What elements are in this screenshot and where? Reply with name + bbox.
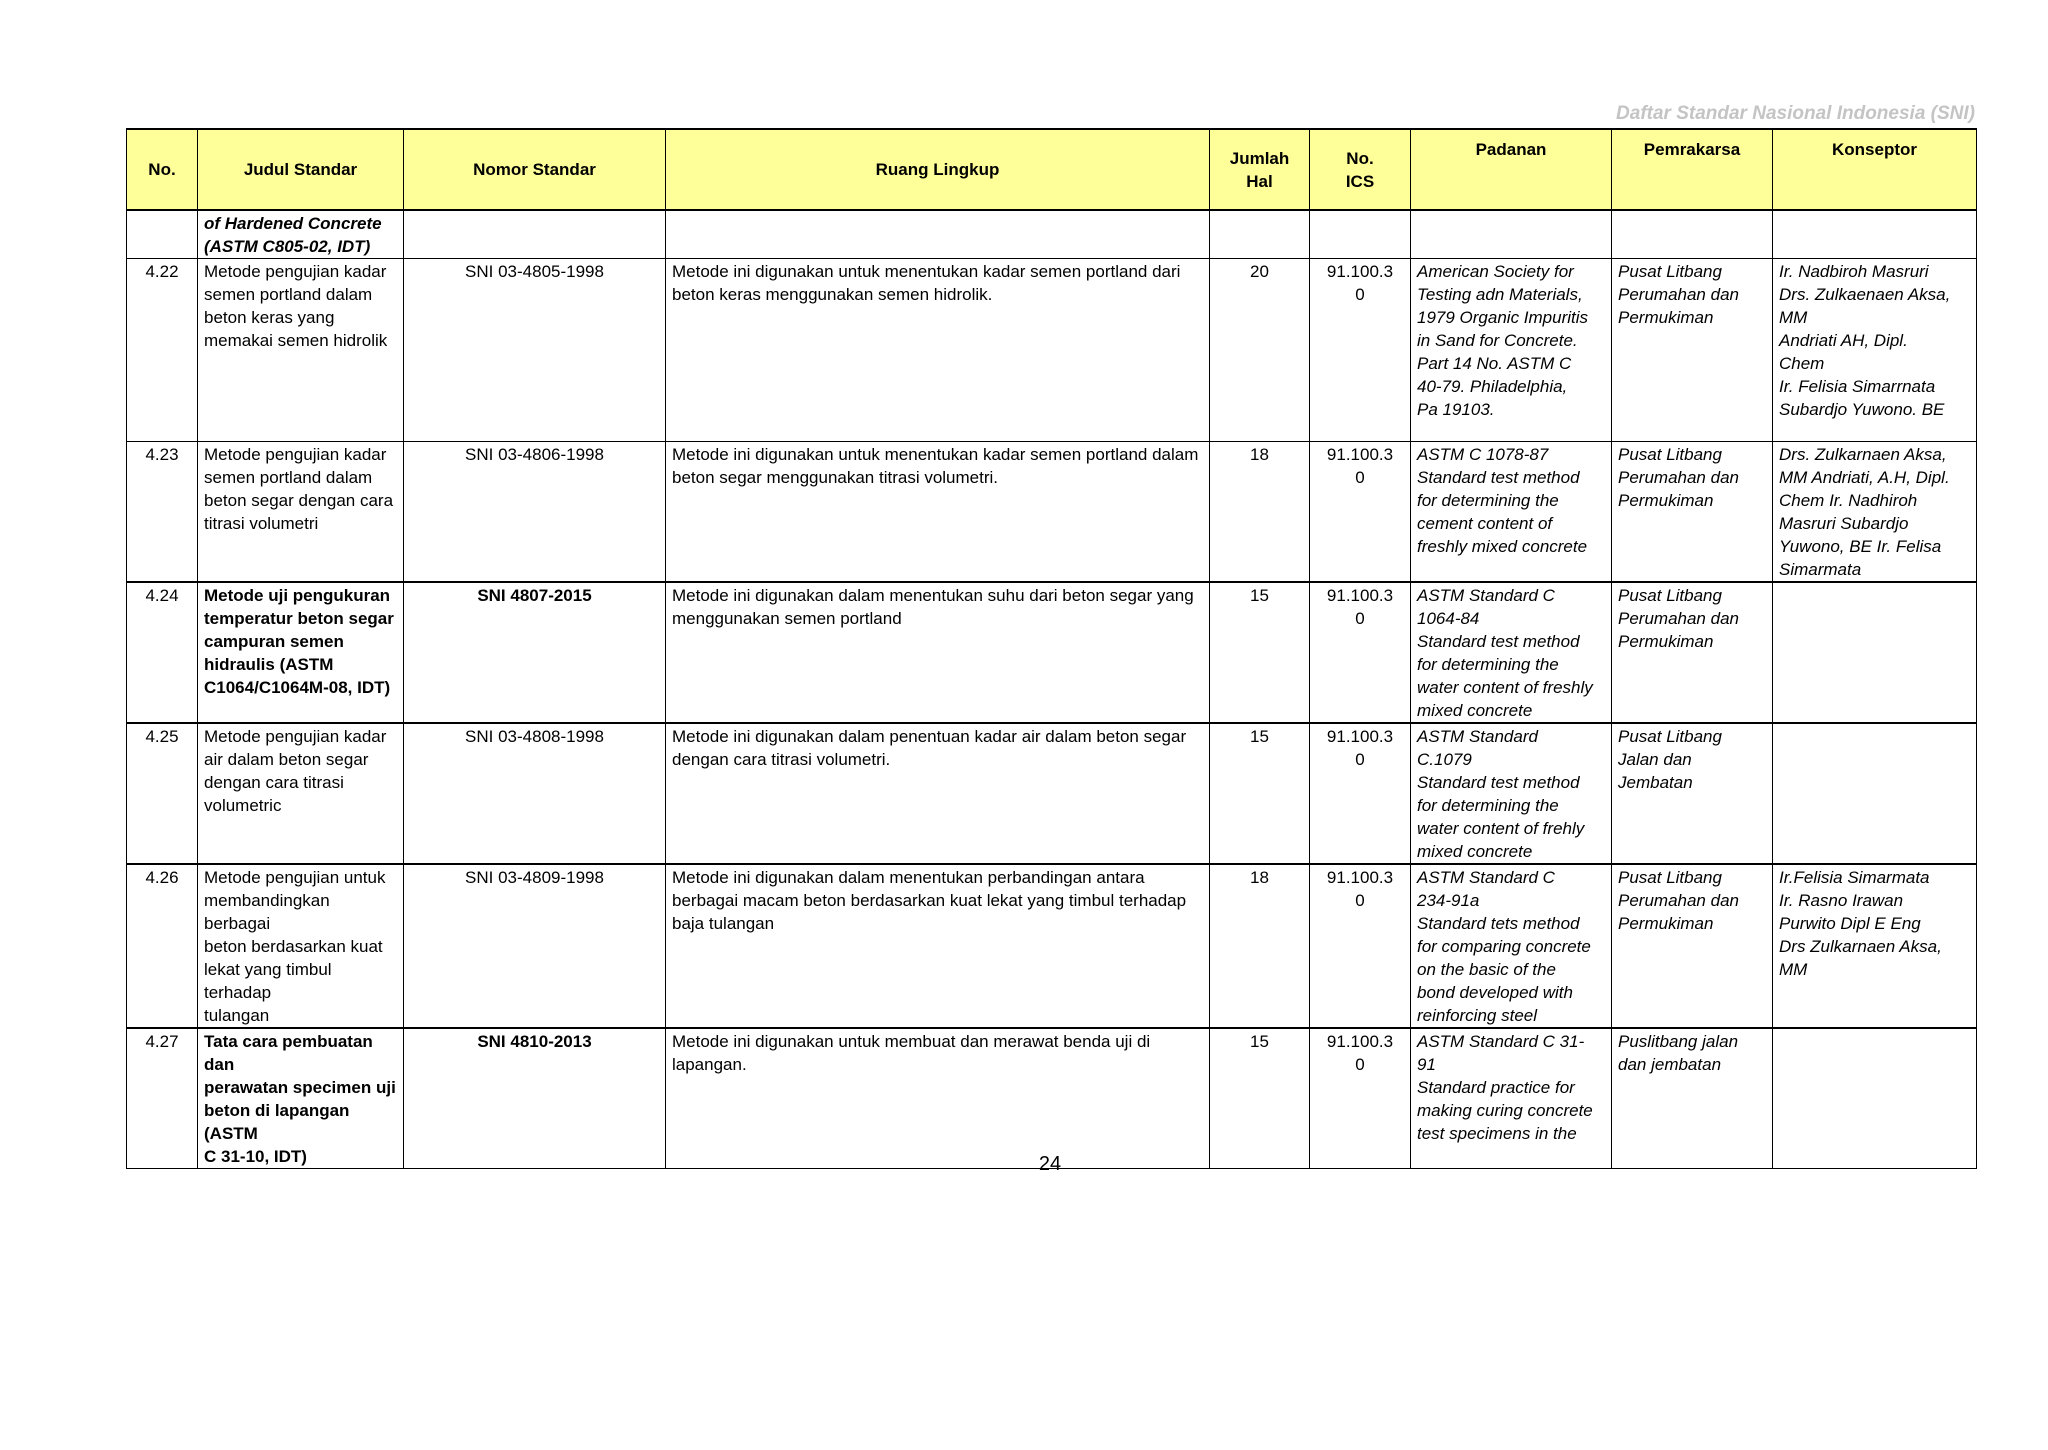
padanan-line: on the basic of the <box>1417 960 1556 979</box>
padanan-line: 91 <box>1417 1055 1436 1074</box>
judul-line: semen portland dalam <box>204 285 373 304</box>
ics-line: 0 <box>1355 1055 1365 1074</box>
judul-line: C 31-10, IDT) <box>204 1147 307 1166</box>
pemrakarsa-line: Pusat Litbang <box>1618 868 1722 887</box>
padanan-line: American Society for <box>1417 262 1574 281</box>
padanan-line: freshly mixed concrete <box>1417 537 1588 556</box>
cell-nomor: SNI 03-4805-1998 <box>404 259 666 442</box>
header-ics <box>1310 129 1411 210</box>
padanan-line: Standard test method <box>1417 468 1580 487</box>
cell-pemrakarsa <box>1612 259 1773 442</box>
cell-hal: 15 <box>1210 723 1310 864</box>
cell-hal: 15 <box>1210 582 1310 723</box>
cell-nomor: SNI 4810-2013 <box>404 1028 666 1169</box>
cell-judul <box>198 582 404 723</box>
ruang-line: lapangan. <box>672 1055 747 1074</box>
konseptor-line: MM Andriati, A.H, Dipl. <box>1779 468 1950 487</box>
cell-ics <box>1310 442 1411 583</box>
cell-judul <box>198 442 404 583</box>
cell-judul <box>198 210 404 259</box>
cell-ics <box>1310 723 1411 864</box>
padanan-line: Standard tets method <box>1417 914 1580 933</box>
cell-ruang <box>666 582 1210 723</box>
document-title: Daftar Standar Nasional Indonesia (SNI) <box>1616 103 1975 124</box>
konseptor-line: Ir. Nadbiroh Masruri <box>1779 262 1929 281</box>
cell-ics <box>1310 864 1411 1028</box>
padanan-line: mixed concrete <box>1417 842 1533 861</box>
header-ics-line2: ICS <box>1345 171 1375 191</box>
cell-no: 4.27 <box>127 1028 198 1169</box>
cell-ics <box>1310 1028 1411 1169</box>
pemrakarsa-line: Perumahan dan <box>1618 609 1739 628</box>
ics-line: 0 <box>1355 285 1365 304</box>
cell-padanan <box>1411 259 1612 442</box>
header-hal-line1: Jumlah <box>1229 148 1290 168</box>
ruang-line: Metode ini digunakan dalam penentuan kadar air dalam beton segar <box>672 727 1187 746</box>
pemrakarsa-line: Perumahan dan <box>1618 891 1739 910</box>
konseptor-line: Andriati AH, Dipl. <box>1779 331 1908 350</box>
header-pemrakarsa: Pemrakarsa <box>1612 129 1773 210</box>
table-header <box>127 129 1977 210</box>
judul-line: hidraulis (ASTM <box>204 655 334 674</box>
ruang-line: Metode ini digunakan dalam menentukan perbandingan antara <box>672 868 1145 887</box>
padanan-line: bond developed with <box>1417 983 1573 1002</box>
cell-pemrakarsa <box>1612 442 1773 583</box>
judul-line: beton keras yang <box>204 308 335 327</box>
cell-no: 4.22 <box>127 259 198 442</box>
konseptor-line: Drs Zulkarnaen Aksa, <box>1779 937 1942 956</box>
judul-line: Metode pengujian kadar <box>204 445 387 464</box>
pemrakarsa-line: Pusat Litbang <box>1618 727 1722 746</box>
padanan-line: cement content of <box>1417 514 1553 533</box>
cell-pemrakarsa <box>1612 210 1773 259</box>
cell-pemrakarsa <box>1612 1028 1773 1169</box>
table-row <box>127 210 1977 259</box>
judul-line: C1064/C1064M-08, IDT) <box>204 678 391 697</box>
table-row <box>127 259 1977 442</box>
ics-line: 0 <box>1355 468 1365 487</box>
judul-line: of Hardened Concrete <box>204 214 382 233</box>
cell-ics <box>1310 582 1411 723</box>
cell-hal <box>1210 210 1310 259</box>
cell-nomor: SNI 03-4808-1998 <box>404 723 666 864</box>
cell-pemrakarsa <box>1612 723 1773 864</box>
ruang-line: dengan cara titrasi volumetri. <box>672 750 891 769</box>
padanan-line: ASTM Standard C <box>1417 586 1555 605</box>
padanan-line: Part 14 No. ASTM C <box>1417 354 1572 373</box>
padanan-line: making curing concrete <box>1417 1101 1593 1120</box>
judul-line: Metode uji pengukuran <box>204 586 391 605</box>
judul-line: Metode pengujian untuk <box>204 868 386 887</box>
cell-padanan <box>1411 864 1612 1028</box>
cell-judul <box>198 1028 404 1169</box>
cell-ics <box>1310 259 1411 442</box>
konseptor-line: MM <box>1779 960 1808 979</box>
cell-hal: 15 <box>1210 1028 1310 1169</box>
judul-line: campuran semen <box>204 632 344 651</box>
padanan-line: ASTM Standard C <box>1417 868 1555 887</box>
ics-line: 91.100.3 <box>1326 868 1394 887</box>
judul-line: air dalam beton segar <box>204 750 369 769</box>
judul-line: temperatur beton segar <box>204 609 394 628</box>
pemrakarsa-line: Permukiman <box>1618 914 1714 933</box>
cell-padanan <box>1411 442 1612 583</box>
ics-line: 0 <box>1355 750 1365 769</box>
padanan-line: Standard test method <box>1417 773 1580 792</box>
judul-line: dengan cara titrasi <box>204 773 344 792</box>
cell-ruang <box>666 210 1210 259</box>
pemrakarsa-line: Puslitbang jalan <box>1618 1032 1739 1051</box>
cell-no <box>127 210 198 259</box>
judul-line: beton berdasarkan kuat <box>204 937 383 956</box>
cell-ruang <box>666 723 1210 864</box>
cell-ics <box>1310 210 1411 259</box>
cell-padanan <box>1411 582 1612 723</box>
padanan-line: for determining the <box>1417 491 1559 510</box>
judul-line: volumetric <box>204 796 282 815</box>
cell-judul <box>198 259 404 442</box>
pemrakarsa-line: Permukiman <box>1618 491 1714 510</box>
konseptor-line: Masruri Subardjo <box>1779 514 1909 533</box>
pemrakarsa-line: Pusat Litbang <box>1618 445 1722 464</box>
ruang-line: beton keras menggunakan semen hidrolik. <box>672 285 993 304</box>
konseptor-line: Purwito Dipl E Eng <box>1779 914 1921 933</box>
pemrakarsa-line: Pusat Litbang <box>1618 586 1722 605</box>
pemrakarsa-line: Jembatan <box>1618 773 1693 792</box>
cell-no: 4.24 <box>127 582 198 723</box>
pemrakarsa-line: Jalan dan <box>1618 750 1692 769</box>
cell-ruang <box>666 259 1210 442</box>
konseptor-line: Subardjo Yuwono. BE <box>1779 400 1945 419</box>
konseptor-line: Chem Ir. Nadhiroh <box>1779 491 1918 510</box>
table-body <box>127 210 1977 1169</box>
pemrakarsa-line: Permukiman <box>1618 308 1714 327</box>
konseptor-line: Yuwono, BE Ir. Felisa <box>1779 537 1942 556</box>
pemrakarsa-line: Permukiman <box>1618 632 1714 651</box>
padanan-line: Standard test method <box>1417 632 1580 651</box>
ics-line: 91.100.3 <box>1326 586 1394 605</box>
header-ics-line1: No. <box>1346 148 1374 168</box>
header-hal-line2: Hal <box>1246 171 1273 191</box>
padanan-line: Testing adn Materials, <box>1417 285 1583 304</box>
cell-pemrakarsa <box>1612 582 1773 723</box>
padanan-line: ASTM C 1078-87 <box>1417 445 1549 464</box>
cell-pemrakarsa <box>1612 864 1773 1028</box>
table-row <box>127 1028 1977 1169</box>
header-judul: Judul Standar <box>198 129 404 210</box>
cell-konseptor <box>1773 864 1977 1028</box>
ics-line: 0 <box>1355 609 1365 628</box>
judul-line: Metode pengujian kadar <box>204 262 387 281</box>
cell-hal: 18 <box>1210 864 1310 1028</box>
padanan-line: mixed concrete <box>1417 701 1533 720</box>
padanan-line: for comparing concrete <box>1417 937 1591 956</box>
judul-line: membandingkan berbagai <box>204 891 330 933</box>
table-row <box>127 582 1977 723</box>
header-hal <box>1210 129 1310 210</box>
padanan-line: test specimens in the <box>1417 1124 1577 1143</box>
judul-line: Metode pengujian kadar <box>204 727 387 746</box>
cell-konseptor <box>1773 442 1977 583</box>
cell-padanan <box>1411 210 1612 259</box>
header-padanan: Padanan <box>1411 129 1612 210</box>
ruang-line: Metode ini digunakan untuk membuat dan merawat benda uji di <box>672 1032 1151 1051</box>
ics-line: 0 <box>1355 891 1365 910</box>
judul-line: lekat yang timbul terhadap <box>204 960 332 1002</box>
cell-nomor: SNI 4807-2015 <box>404 582 666 723</box>
header-no: No. <box>127 129 198 210</box>
konseptor-line: Simarmata <box>1779 560 1862 579</box>
table-row <box>127 864 1977 1028</box>
cell-ruang <box>666 1028 1210 1169</box>
padanan-line: in Sand for Concrete. <box>1417 331 1578 350</box>
judul-line: tulangan <box>204 1006 270 1025</box>
header-nomor: Nomor Standar <box>404 129 666 210</box>
cell-konseptor <box>1773 582 1977 723</box>
konseptor-line: Ir. Rasno Irawan <box>1779 891 1904 910</box>
cell-judul <box>198 864 404 1028</box>
ics-line: 91.100.3 <box>1326 727 1394 746</box>
padanan-line: water content of freshly <box>1417 678 1593 697</box>
table-row <box>127 442 1977 583</box>
judul-line: memakai semen hidrolik <box>204 331 388 350</box>
padanan-line: Standard practice for <box>1417 1078 1575 1097</box>
judul-line: titrasi volumetri <box>204 514 319 533</box>
padanan-line: C.1079 <box>1417 750 1472 769</box>
cell-no: 4.23 <box>127 442 198 583</box>
padanan-line: 40-79. Philadelphia, <box>1417 377 1568 396</box>
sni-table <box>126 128 1977 1169</box>
padanan-line: 1064-84 <box>1417 609 1480 628</box>
judul-line: beton segar dengan cara <box>204 491 394 510</box>
judul-line: beton di lapangan (ASTM <box>204 1101 350 1143</box>
pemrakarsa-line: Perumahan dan <box>1618 468 1739 487</box>
cell-hal: 18 <box>1210 442 1310 583</box>
ruang-line: baja tulangan <box>672 914 775 933</box>
page-number: 24 <box>1038 1153 1062 1175</box>
cell-konseptor <box>1773 210 1977 259</box>
padanan-line: water content of frehly <box>1417 819 1585 838</box>
konseptor-line: Drs. Zulkaenaen Aksa, <box>1779 285 1951 304</box>
cell-judul <box>198 723 404 864</box>
cell-ruang <box>666 864 1210 1028</box>
judul-line: semen portland dalam <box>204 468 373 487</box>
padanan-line: for determining the <box>1417 655 1559 674</box>
cell-no: 4.26 <box>127 864 198 1028</box>
pemrakarsa-line: Perumahan dan <box>1618 285 1739 304</box>
pemrakarsa-line: dan jembatan <box>1618 1055 1722 1074</box>
cell-padanan <box>1411 1028 1612 1169</box>
cell-nomor: SNI 03-4806-1998 <box>404 442 666 583</box>
cell-nomor: SNI 03-4809-1998 <box>404 864 666 1028</box>
ruang-line: Metode ini digunakan dalam menentukan suhu dari beton segar yang <box>672 586 1194 605</box>
padanan-line: ASTM Standard C 31- <box>1417 1032 1585 1051</box>
padanan-line: ASTM Standard <box>1417 727 1538 746</box>
header-konseptor: Konseptor <box>1773 129 1977 210</box>
ruang-line: berbagai macam beton berdasarkan kuat lekat yang timbul terhadap <box>672 891 1187 910</box>
ruang-line: menggunakan semen portland <box>672 609 902 628</box>
padanan-line: 234-91a <box>1417 891 1480 910</box>
konseptor-line: Drs. Zulkarnaen Aksa, <box>1779 445 1947 464</box>
konseptor-line: MM <box>1779 308 1808 327</box>
konseptor-line: Chem <box>1779 354 1825 373</box>
table-row <box>127 723 1977 864</box>
pemrakarsa-line: Pusat Litbang <box>1618 262 1722 281</box>
ruang-line: Metode ini digunakan untuk menentukan kadar semen portland dari <box>672 262 1181 281</box>
header-ruang: Ruang Lingkup <box>666 129 1210 210</box>
judul-line: perawatan specimen uji <box>204 1078 396 1097</box>
konseptor-line: Ir.Felisia Simarmata <box>1779 868 1930 887</box>
padanan-line: 1979 Organic Impuritis <box>1417 308 1589 327</box>
ruang-line: Metode ini digunakan untuk menentukan kadar semen portland dalam <box>672 445 1199 464</box>
konseptor-line: Ir. Felisia Simarrnata <box>1779 377 1936 396</box>
cell-hal: 20 <box>1210 259 1310 442</box>
cell-konseptor <box>1773 259 1977 442</box>
ics-line: 91.100.3 <box>1326 445 1394 464</box>
cell-konseptor <box>1773 723 1977 864</box>
padanan-line: reinforcing steel <box>1417 1006 1538 1025</box>
cell-no: 4.25 <box>127 723 198 864</box>
judul-line: (ASTM C805-02, IDT) <box>204 237 371 256</box>
cell-nomor <box>404 210 666 259</box>
ruang-line: beton segar menggunakan titrasi volumetri. <box>672 468 999 487</box>
padanan-line: Pa 19103. <box>1417 400 1495 419</box>
padanan-line: for determining the <box>1417 796 1559 815</box>
ics-line: 91.100.3 <box>1326 262 1394 281</box>
cell-padanan <box>1411 723 1612 864</box>
ics-line: 91.100.3 <box>1326 1032 1394 1051</box>
cell-konseptor <box>1773 1028 1977 1169</box>
judul-line: Tata cara pembuatan dan <box>204 1032 373 1074</box>
cell-ruang <box>666 442 1210 583</box>
